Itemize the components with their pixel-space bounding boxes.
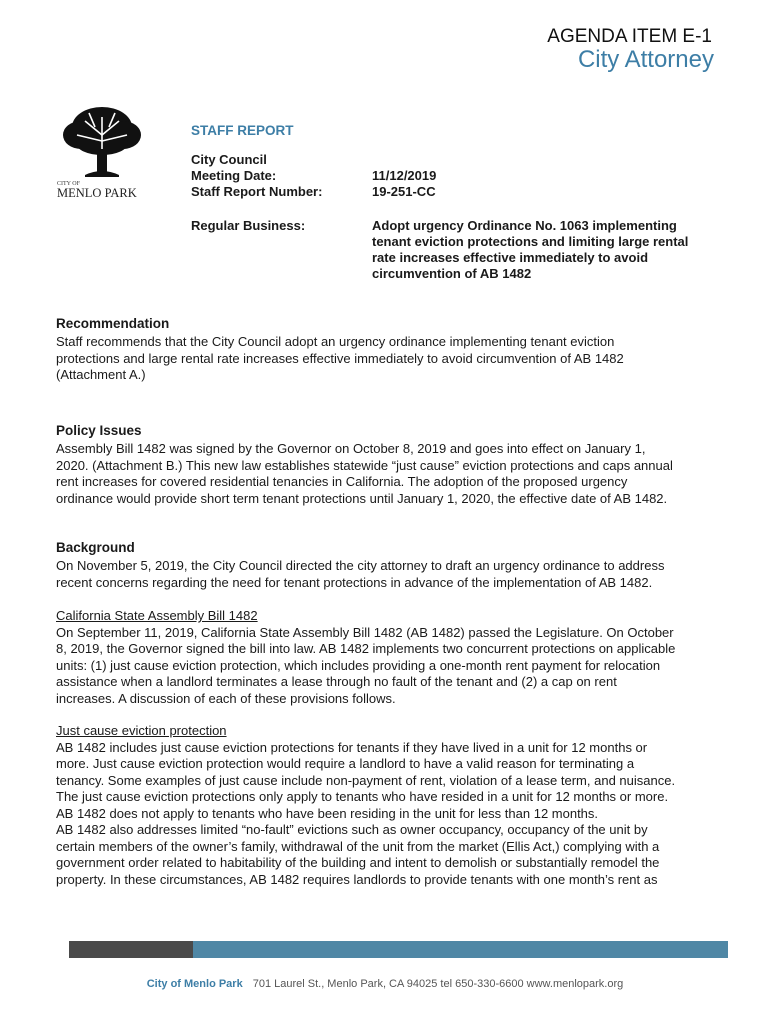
logo-name: MENLO PARK [57, 186, 137, 200]
footer-org: City of Menlo Park [146, 978, 243, 990]
meeting-date-label: Meeting Date: [191, 168, 277, 183]
text-line: increases. A discussion of each of these provisions follows. [56, 690, 396, 706]
just-cause-subheading: Just cause eviction protection [56, 723, 227, 738]
footer-address: 701 Laurel St., Menlo Park, CA 94025 tel 650-330-6600 www.menlopark.org [252, 978, 624, 990]
text-line: The just cause eviction protections only apply to tenants who have resided in a unit for 12 months or more. [56, 789, 669, 804]
text-line: protections and large rental rate increases effective immediately to avoid circumvention of AB 1482 [56, 350, 624, 366]
text-line: rent increases for covered residential tenancies in California. The adoption of the proposed urgency [56, 474, 628, 489]
text-line: 8, 2019, the Governor signed the bill into law. AB 1482 implements two concurrent protections on applicable [56, 641, 676, 656]
background-heading: Background [56, 540, 135, 555]
department-title: City Attorney [577, 46, 714, 73]
text-line: more. Just cause eviction protection would require a landlord to have a valid reason for terminating a [56, 756, 635, 771]
oak-tree-icon [55, 105, 150, 200]
policy-heading: Policy Issues [56, 423, 142, 438]
background-text [56, 558, 716, 591]
ab1482-section [56, 608, 716, 707]
meeting-date-value: 11/12/2019 [372, 168, 437, 183]
staff-report-label: STAFF REPORT [191, 123, 294, 138]
text-line: AB 1482 includes just cause eviction protections for tenants if they have lived in a unit for 12 months or [56, 739, 648, 755]
text-line: AB 1482 does not apply to tenants who have been residing in the unit for less than 12 months. [56, 805, 599, 821]
report-number-label: Staff Report Number: [191, 184, 323, 199]
agenda-item: AGENDA ITEM E-1 [547, 26, 712, 47]
text-line: government order related to habitability of the building and intent to demolish or substantially remodel the [56, 855, 660, 870]
text-line: units: (1) just cause eviction protection, which includes providing a one-month rent payment for relocation [56, 657, 661, 673]
text-line: AB 1482 also addresses limited “no-fault” evictions such as owner occupancy, occupancy of the unit by [56, 822, 648, 837]
text-line: 2020. (Attachment B.) This new law establishes statewide “just cause” eviction protections and caps annual [56, 457, 673, 473]
text-line: recent concerns regarding the need for tenant protections in advance of the implementation of AB 1482. [56, 574, 653, 590]
footer [0, 978, 770, 990]
policy-text [56, 441, 716, 507]
text-line: property. In these circumstances, AB 1482 requires landlords to provide tenants with one month’s rent as [56, 871, 658, 887]
text-line: On November 5, 2019, the City Council directed the city attorney to draft an urgency ordinance to address [56, 558, 665, 573]
menlo-park-logo [55, 105, 150, 200]
text-line: assistance when a landlord terminates a lease through no fault of the tenant and (2) a cap on rent [56, 674, 617, 689]
recommendation-text [56, 334, 716, 384]
ab1482-subheading: California State Assembly Bill 1482 [56, 608, 258, 623]
recommendation-heading: Recommendation [56, 316, 170, 331]
business-label: Regular Business: [191, 218, 306, 233]
text-line: Staff recommends that the City Council adopt an urgency ordinance implementing tenant eviction [56, 334, 615, 349]
footer-bar-accent [69, 941, 193, 958]
text-line: tenancy. Some examples of just cause include non-payment of rent, violation of a lease term, and nuisance. [56, 772, 676, 788]
council-label: City Council [191, 152, 267, 167]
text-line: On September 11, 2019, California State Assembly Bill 1482 (AB 1482) passed the Legislature. On October [56, 624, 674, 640]
report-number-value: 19-251-CC [372, 184, 436, 199]
business-line: rate increases effective immediately to avoid [372, 250, 649, 265]
just-cause-section [56, 723, 716, 888]
text-line: Assembly Bill 1482 was signed by the Governor on October 8, 2019 and goes into effect on January 1, [56, 441, 646, 456]
business-subject [372, 218, 717, 282]
text-line: (Attachment A.) [56, 367, 146, 382]
logo-city-of: CITY OF [57, 181, 80, 187]
business-line: tenant eviction protections and limiting large rental [372, 234, 689, 249]
text-line: ordinance would provide short term tenant protections until January 1, 2020, the effective date of AB 1482. [56, 490, 668, 506]
business-line: circumvention of AB 1482 [372, 266, 532, 281]
text-line: certain members of the owner’s family, withdrawal of the unit from the market (Ellis Act,) complying with a [56, 838, 660, 854]
business-line: Adopt urgency Ordinance No. 1063 implementing [372, 218, 677, 233]
